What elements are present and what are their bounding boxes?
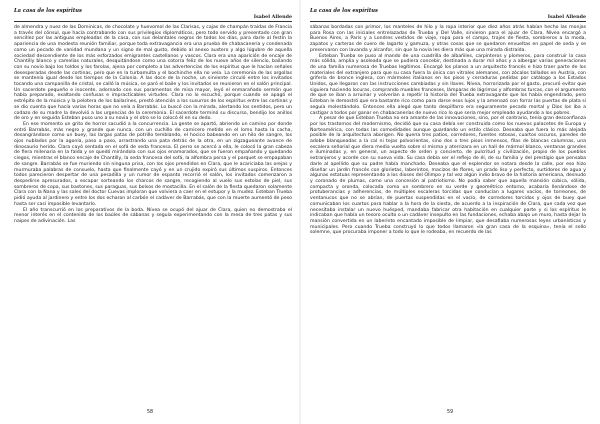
left-body-text bbox=[14, 25, 292, 225]
right-page bbox=[300, 0, 600, 424]
right-paragraph: A pesar de que Esteban Trueba no era amante de las innovaciones, sino, por el contrario, tenía gran desconfianza por los trastornos del modernismo, decidió que su casa debía ser construida como los nuevos palacetes de Europa y Norteamérica, con todas las comodidades aunque guardando un estilo clásico. Deseaba que fuera lo más alejada posible de la arquitectura aborigen. No quería tres patios, corredores, fuentes rotosas, cuartos oscuros, paredes de adobe blanqueadas a la cal ni tejas polvorientas, sino dos o tres pisos inmensos, filas de blancas columnas, una escalera señorial que diera media vuelta sobre sí misma y aterrizara en un hall de mármol blanco, ventanas grandes e iluminadas y, en general, un aspecto de orden y concierto, de pulcritud y civilización, propio de los pueblos extranjeros y acorde con su nueva vida. Su casa debía ser el reflejo de él, de su familia y del prestigio que pensaba darle al apellido que su padre había manchado. Deseaba que el esplendor se notara desde la calle, por eso hizo diseñar un jardín francés con glorietas, laberintos, macizos de flores, un prado liso y perfecto, surtidores de agua y algunas estatuas representando a los dioses del Olimpo y tal vez algún indio bravo de la historia americana, desnudo y coronado de plumas, como una concesión al patriotismo. No podía saber que aquella mansión cúbica, sólida, compacta y oronda, colocada como un sombrero en su verde y geométrico entorno, acabaría llenándose de protuberancias y adherencias, de múltiples escaleras torcidas que conducían a lugares vacíos, de torreones, de ventanucos que no se abrían, de puertas suspendidas en el vacío, de corredores torcidos y ojos de buey que comunicaban los cuartos para hablar a la hora de la siesta, de acuerdo a la inspiración de Clara, que cada vez que necesitaba instalar un nuevo huésped, mandaba fabricar otra habitación en cualquier parte y si los espíritus le indicaban que había un tesoro oculto o un cadáver insepulto en las fundaciones, echaba abajo un muro, hasta dejar la mansión convertida en un laberinto encantado imposible de limpiar, que desafiaba numerosas leyes urbanísticas y municipales. Pero cuando Trueba construyó lo que todos llamaron «la gran casa de la esquina», tenía el sello solemne, que procuraba imponer a todo lo que le rodeaba, en recuerdo de las bbox=[310, 116, 586, 236]
right-header-title: La casa de los espíritus bbox=[310, 8, 378, 14]
right-page-number: 59 bbox=[446, 410, 454, 415]
left-paragraph: En ese momento un grito de horror sacudió a la concurrencia. La gente se apartó, abriendo un camino por donde entró Barrabás, más negro y grande que nunca, con un cuchillo de carnicero metido en el lomo hasta la cacha, desangrándose como un buey, las largas patas de potrillo temblando, el hocico babeando en un hilo de sangre, los ojos nublados por la agonía, paso a paso, arrastrando una pata detrás de la otra, en un zigzagueante avance de dinosaurio herido. Clara cayó sentada en el sofá de seda francesa. El perro se acercó a ella, le colocó la gran cabeza de fiera milenaria en la falda y se quedó mirándola con sus ojos enamorados, que se fueron empañando y quedando ciegos, mientras el blanco encaje de Chantilly, la seda francesa del sofá, la alfombra persa y el parquet se empapaban de sangre. Barrabás se fue muriendo sin ninguna prisa, con los ojos prendidos en Clara, que le acariciaba las orejas y murmuraba palabras de consuelo, hasta que finalmente cayó y en un crujido expiró sus últimos suspiros. Entonces todos parecieron despertar de una pesadilla y un rumor de espanto recorrió el salón, los invitados comenzaron a despedirse apresurados, a escapar sorteando los charcos de sangre, recogiendo al vuelo sus estolas de piel, sus sombreros de copa, sus bastones, sus paraguas, sus bolsos de mostacilla. En el salón de la fiesta quedaron solamente Clara con la Nana y las sales del doctor Cuevas imploran que volviera a caer en el estupor y la mudez. Esteban Trueba pidió ayuda al jardinero y entre los dos echaron al carbón el cadáver de Barrabás, que con la muerte aumentó de peso hasta ser casi imposible levantarlo. bbox=[14, 121, 292, 207]
left-header-author: Isabel Allende bbox=[253, 14, 292, 20]
left-header-rule bbox=[14, 21, 292, 22]
right-header-rule bbox=[310, 21, 586, 22]
right-body-text bbox=[310, 25, 586, 236]
right-header-author: Isabel Allende bbox=[547, 14, 586, 20]
right-paragraph: Esteban Trueba se puso al mando de una cuadrilla de albañiles, carpinteros y plomeros, para construir la casa más sólida, amplia y asoleada que se pudiera concebir, destinada a durar mil años y a albergar varias generaciones de una familia numerosa de Truebas legítimos. Encargó los planos a un arquitecto francés e hizo traer parte de los materiales del extranjero para que su casa fuera la única con vitrales alemanes, con zócalos tallados en Austria, con grifería de bronce inglesa, con mármoles italianos en los pisos y cerraduras pedidas por catálogo a los Estados Unidos, que llegaron con las instrucciones cambiadas y sin llaves. Nívea, horrorizada por el gasto, procuró evitar que siguiera haciendo locuras, comprando muebles franceses, lámparas de lágrimas y alfombras turcas, con el argumento de que se iban a arruinar y volverían a repetir la historia del Trueba extravagante que los había engendrado, pero Esteban le demostró que era bastante rico como para darse esos lujos y la amenazó con forrar las puertas de plata si seguía molestándolo. Entonces ella alegó que tanto despilfarro era seguramente pecado mortal y Dios los iba a castigar a todos por ganar en chabacanerías de nuevo rico lo que sería mejor empleado ayudando a los pobres. bbox=[310, 53, 586, 116]
left-page-number: 58 bbox=[146, 410, 154, 415]
page-gutter bbox=[299, 0, 301, 424]
left-header-title: La casa de los espíritus bbox=[14, 8, 82, 14]
left-paragraph: El año transcurrió en los preparativos de la boda. Nívea se ocupó del ajuar de Clara, quien no demostraba el menor interés en el contenido de los baúles de sábanas y seguía experimentando con la mesa de tres patas y sus naipes de adivinación. Las bbox=[14, 207, 292, 224]
left-paragraph: de almendra y nuez de las Dominicas, de chocolate y huevomol de las Clarisas, y cajas de champán traídas de Francia a través del cónsul, que hacía contrabando con sus privilegios diplomáticos, pero todo servido y presentado con gran sencillez por las antiguas empleadas de la casa, con sus delantales negros de todos los días, para darle al festín la apariencia de una modesta reunión familiar, porque toda extravagancia era una prueba de chabacanería y condenada como un pecado de vanidad mundana y un signo de mal gusto, debido al anexo austero y algo lúgubre de aquella sociedad descendiente de los más esforzados emigrantes castellanos y vascos. Clara era una aparición de encaje de Chantilly blanco y camelias naturales, desquitándose como una cotorra feliz de los nueve años de silencio, bailando con su novio bajo los toldos y los farolas, ajena por completo a las advertencias de los espíritus que le hacían señales desesperadas desde las cortinas, pero que en la turbamulta y el bochinche ella no veía. La ceremonia de las argollas se mantenía igual desde los tiempos de la Colonia. A las doce de la noche, un sirviente circuló entre los invitados tocando una campanilla de cristal, se calló la música, se paró el baile y los invitados se reunieron en el salón principal. Un sacerdote pequeño e inocente, adornado con sus paramentos de misa mayor, leyó el enmarañado sermón que había preparado, exaltando confusas e impracticables virtudes. Clara no lo escuchó, porque cuando se apagó el estrépito de la música y la pelotera de los bailarines, prestó atención a los susurros de los espíritus entre las cortinas y se dio cuenta que hacía varias horas que no veía a Barrabás. Lo buscó con la mirada, alertando los sentidos, pero un codazo de su madre la devolvió a las urgencias de la ceremonia. El sacerdote terminó su discurso, bendijo los anillos de oro y en seguida Esteban puso uno a su novia y el otro se lo colocó él en su dedo. bbox=[14, 25, 292, 122]
right-paragraph: sábanas bordadas con primor, los manteles de hilo y la ropa interior que diez años atrás habían hecho las monjas para Rosa con las iniciales entrelazadas de Trueba y Del Valle, sirvieron para el ajuar de Clara. Nívea encargó a Buenos Aires, a París y a Londres vestidos de viaje, ropa para el campo, trajes de fiesta, sombreros a la moda, zapatos y carteras de cuero de lagarto y gamuza, y otras cosas que se quedaron envueltas en papel de seda y se preservaron con lavanda y alcanfor, sin que la novia les diera más que una mirada distraída. bbox=[310, 25, 586, 53]
